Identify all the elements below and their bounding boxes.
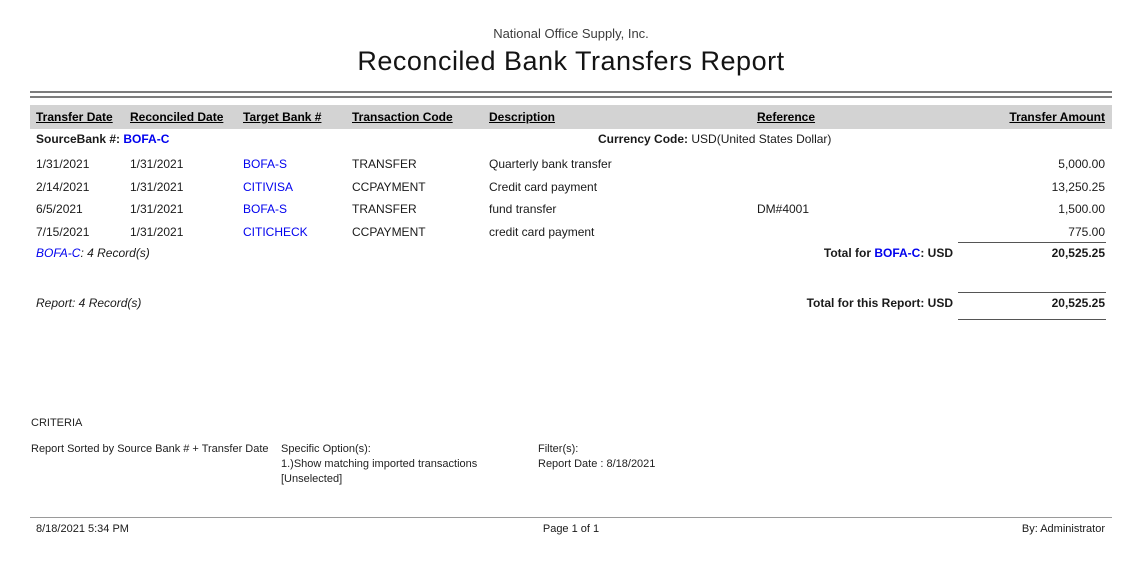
- group-total-rule: [958, 242, 1106, 243]
- cell-reconciled-date: 1/31/2021: [130, 157, 184, 171]
- cell-target-bank-link[interactable]: BOFA-S: [243, 202, 288, 217]
- group-record-count-text: : 4 Record(s): [80, 246, 150, 260]
- report-total-amount: 20,525.25: [1051, 296, 1105, 310]
- criteria-filters: [538, 442, 798, 472]
- title-divider: [30, 91, 1112, 98]
- report-record-count: Report: 4 Record(s): [36, 296, 142, 310]
- group-total-amount: 20,525.25: [1051, 246, 1105, 260]
- footer-author: By: Administrator: [1021, 523, 1105, 535]
- group-total-label: [553, 246, 953, 260]
- criteria-options-label: Specific Option(s):: [281, 443, 371, 455]
- column-header-transfer-date: Transfer Date: [36, 110, 113, 124]
- group-total-suffix: : USD: [920, 246, 953, 260]
- cell-reference: DM#4001: [757, 202, 810, 217]
- cell-description: Credit card payment: [489, 179, 598, 194]
- footer-datetime: 8/18/2021 5:34 PM: [36, 523, 129, 535]
- table-row: [0, 176, 1142, 199]
- criteria-options-line1: 1.)Show matching imported transactions: [281, 458, 478, 470]
- group-record-count: [36, 246, 150, 260]
- cell-transfer-date: 7/15/2021: [36, 224, 90, 239]
- report-total-rule-top: [958, 292, 1106, 293]
- cell-transfer-date: 1/31/2021: [36, 157, 90, 171]
- criteria-filters-label: Filter(s):: [538, 443, 579, 455]
- report-total-rule-bottom: [958, 319, 1106, 320]
- cell-transfer-date: 2/14/2021: [36, 179, 90, 194]
- source-bank-label-text: SourceBank #:: [36, 132, 121, 146]
- group-record-bank-link[interactable]: BOFA-C: [36, 246, 81, 260]
- cell-target-bank-link[interactable]: CITIVISA: [243, 179, 294, 194]
- cell-transfer-amount: 5,000.00: [1058, 157, 1105, 171]
- footer-divider: [30, 517, 1112, 518]
- cell-transfer-amount: 1,500.00: [1058, 202, 1105, 217]
- criteria-options: [281, 442, 541, 487]
- cell-transfer-amount: 13,250.25: [1051, 179, 1105, 194]
- cell-description: credit card payment: [489, 224, 595, 239]
- report-title: Reconciled Bank Transfers Report: [357, 46, 785, 76]
- criteria-options-line2: [Unselected]: [281, 473, 343, 485]
- criteria-heading: CRITERIA: [31, 417, 83, 429]
- cell-description: fund transfer: [489, 202, 557, 217]
- group-total-bank-link[interactable]: BOFA-C: [874, 246, 921, 260]
- column-header-reconciled-date: Reconciled Date: [130, 110, 224, 124]
- group-total-prefix: Total for: [823, 246, 875, 260]
- column-header-transaction-code: Transaction Code: [352, 110, 453, 124]
- table-row: [0, 153, 1142, 176]
- source-bank-link[interactable]: BOFA-C: [123, 132, 170, 146]
- cell-transaction-code: TRANSFER: [352, 202, 417, 217]
- column-header-target-bank: Target Bank #: [243, 110, 322, 124]
- currency-code-value: USD(United States Dollar): [691, 132, 832, 146]
- cell-transaction-code: CCPAYMENT: [352, 224, 426, 239]
- table-row: [0, 221, 1142, 244]
- cell-reconciled-date: 1/31/2021: [130, 179, 184, 194]
- group-header: [0, 132, 1142, 150]
- criteria-filters-line1: Report Date : 8/18/2021: [538, 458, 656, 470]
- cell-transaction-code: TRANSFER: [352, 157, 417, 171]
- cell-transaction-code: CCPAYMENT: [352, 179, 426, 194]
- company-name: National Office Supply, Inc.: [493, 26, 649, 41]
- cell-target-bank-link[interactable]: CITICHECK: [243, 224, 308, 239]
- cell-transfer-amount: 775.00: [1068, 224, 1105, 239]
- source-bank-label: [36, 132, 169, 146]
- currency-code-label: Currency Code:: [598, 132, 689, 146]
- cell-transfer-date: 6/5/2021: [36, 202, 83, 217]
- column-header-description: Description: [489, 110, 556, 124]
- cell-target-bank-link[interactable]: BOFA-S: [243, 157, 288, 171]
- report-total-label: Total for this Report: USD: [806, 296, 953, 310]
- column-header-transfer-amount: Transfer Amount: [1009, 110, 1105, 124]
- table-row: [0, 198, 1142, 221]
- criteria-sort: Report Sorted by Source Bank # + Transfer Date: [31, 443, 269, 455]
- footer-page-number: Page 1 of 1: [542, 523, 600, 535]
- cell-reconciled-date: 1/31/2021: [130, 202, 184, 217]
- cell-reconciled-date: 1/31/2021: [130, 224, 184, 239]
- table-body: [0, 153, 1142, 243]
- column-header-reference: Reference: [757, 110, 816, 124]
- cell-description: Quarterly bank transfer: [489, 157, 612, 171]
- currency-code: [598, 132, 831, 146]
